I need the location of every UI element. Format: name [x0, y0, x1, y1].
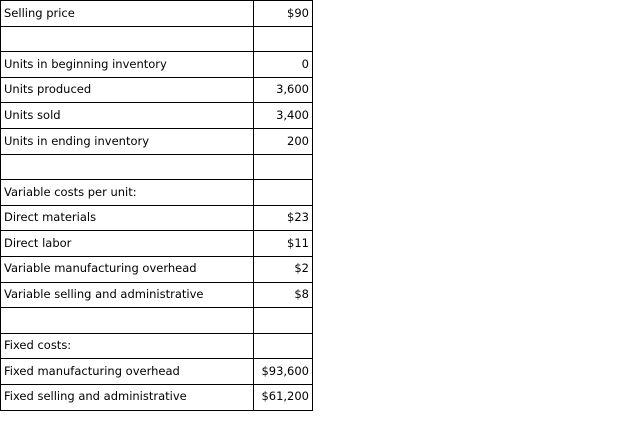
table-row [1, 333, 313, 359]
table-row [1, 154, 313, 180]
row-label: Units in ending inventory [1, 128, 254, 154]
row-label: Direct labor [1, 231, 254, 257]
table-row [1, 308, 313, 334]
cost-data-table [0, 0, 313, 411]
table-row [1, 231, 313, 257]
table-row [1, 26, 313, 52]
row-label [1, 308, 254, 334]
row-value: $90 [254, 1, 313, 27]
row-label: Direct materials [1, 205, 254, 231]
row-label: Variable manufacturing overhead [1, 256, 254, 282]
table-row [1, 282, 313, 308]
row-label [1, 154, 254, 180]
row-value: $11 [254, 231, 313, 257]
row-value: $61,200 [254, 384, 313, 410]
row-value [254, 333, 313, 359]
row-label: Units sold [1, 103, 254, 129]
section-heading: Fixed costs: [1, 333, 254, 359]
table-row [1, 128, 313, 154]
row-label [1, 26, 254, 52]
table-row [1, 103, 313, 129]
table-row [1, 205, 313, 231]
row-value: $23 [254, 205, 313, 231]
section-heading: Variable costs per unit: [1, 180, 254, 206]
table-row [1, 52, 313, 78]
row-value: 3,600 [254, 77, 313, 103]
table-row [1, 77, 313, 103]
row-value: 200 [254, 128, 313, 154]
table-row [1, 180, 313, 206]
row-value [254, 180, 313, 206]
row-value: 3,400 [254, 103, 313, 129]
row-value: 0 [254, 52, 313, 78]
row-value: $2 [254, 256, 313, 282]
row-value: $8 [254, 282, 313, 308]
row-value [254, 308, 313, 334]
row-label: Selling price [1, 1, 254, 27]
row-value: $93,600 [254, 359, 313, 385]
table-row [1, 359, 313, 385]
row-label: Fixed selling and administrative [1, 384, 254, 410]
row-label: Units produced [1, 77, 254, 103]
row-value [254, 26, 313, 52]
table-row [1, 384, 313, 410]
row-value [254, 154, 313, 180]
row-label: Variable selling and administrative [1, 282, 254, 308]
row-label: Fixed manufacturing overhead [1, 359, 254, 385]
row-label: Units in beginning inventory [1, 52, 254, 78]
table-row [1, 256, 313, 282]
table-row [1, 1, 313, 27]
